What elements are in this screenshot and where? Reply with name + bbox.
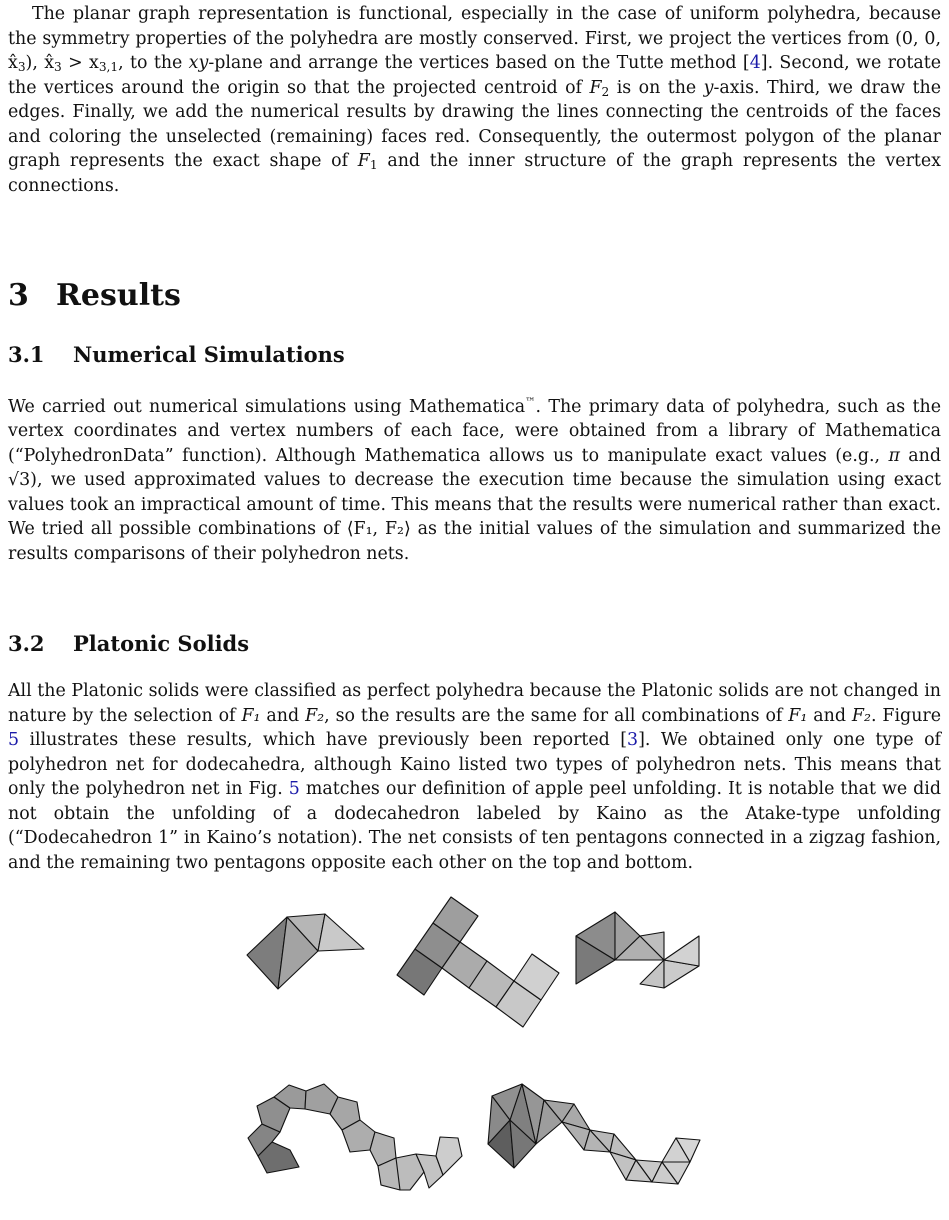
- section-heading-results: 3 Results: [8, 278, 181, 313]
- paragraph-planar-graph: The planar graph representation is functional, especially in the case of uniform polyhedra, because the symmetry properties of the polyhedra are mostly conserved. First, we project the vertices from (0, 0, $x̂_3$), $x̂_3 > x_{3,1}$, to the xy-plane and arrange the vertices based on the Tutte method [4]. Second, we rotate the vertices around the origin so that the projected centroid of $F_2$ is on the y-axis. Third, we draw the edges. Finally, we add the numerical results by drawing the lines connecting the centroids of the faces and coloring the unselected (remaining) faces red. Consequently, the outermost polygon of the planar graph represents the exact shape of $F_1$ and the inner structure of the graph represents the vertex connections.: [8, 4, 942, 196]
- citation-link[interactable]: 4: [749, 53, 761, 73]
- net-octahedron: [576, 912, 699, 988]
- net-face: [640, 960, 664, 988]
- subsection-heading-platonic-solids: 3.2 Platonic Solids: [8, 631, 250, 656]
- net-face: [318, 914, 364, 951]
- citation-link[interactable]: 3: [627, 730, 639, 750]
- net-dodecahedron: [248, 1084, 462, 1190]
- paragraph-platonic-solids: All the Platonic solids were classified as perfect polyhedra because the Platonic solids are not changed in nature by the selection of F₁ and F₂, so the results are the same for all combinations of F₁ and F₂. Figure 5 illustrates these results, which have previously been reported [3]. We obtained only one type of polyhedron net for dodecahedra, although Kaino listed two types of polyhedron nets. This means that only the polyhedron net in Fig. 5 matches our definition of apple peel unfolding. It is notable that we did not obtain the unfolding of a dodecahedron labeled by Kaino as the Atake-type unfolding (“Dodecahedron 1” in Kaino’s notation). The net consists of ten pentagons connected in a zigzag fashion, and the remaining two pentagons opposite each other on the top and bottom.: [8, 681, 941, 873]
- figure-platonic-nets: [0, 862, 949, 1220]
- paragraph-numerical-simulations: We carried out numerical simulations using Mathematica™. The primary data of polyhedra, such as the vertex coordinates and vertex numbers of each face, were obtained from a library of Mathematica (“PolyhedronData” function). Although Mathematica allows us to manipulate exact values (e.g., π and √3), we used approximated values to decrease the execution time because the simulation using exact values took an impractical amount of time. This means that the results were numerical rather than exact. We tried all possible combinations of ⟨F₁, F₂⟩ as the initial values of the simulation and summarized the results comparisons of their polyhedron nets.: [8, 396, 941, 564]
- net-tetrahedron: [247, 914, 364, 989]
- net-cube: [397, 897, 559, 1027]
- net-icosahedron: [488, 1084, 700, 1184]
- figure-reference-link[interactable]: 5: [8, 730, 20, 750]
- figure-reference-link[interactable]: 5: [288, 779, 300, 799]
- subsection-heading-numerical-simulations: 3.1 Numerical Simulations: [8, 342, 345, 367]
